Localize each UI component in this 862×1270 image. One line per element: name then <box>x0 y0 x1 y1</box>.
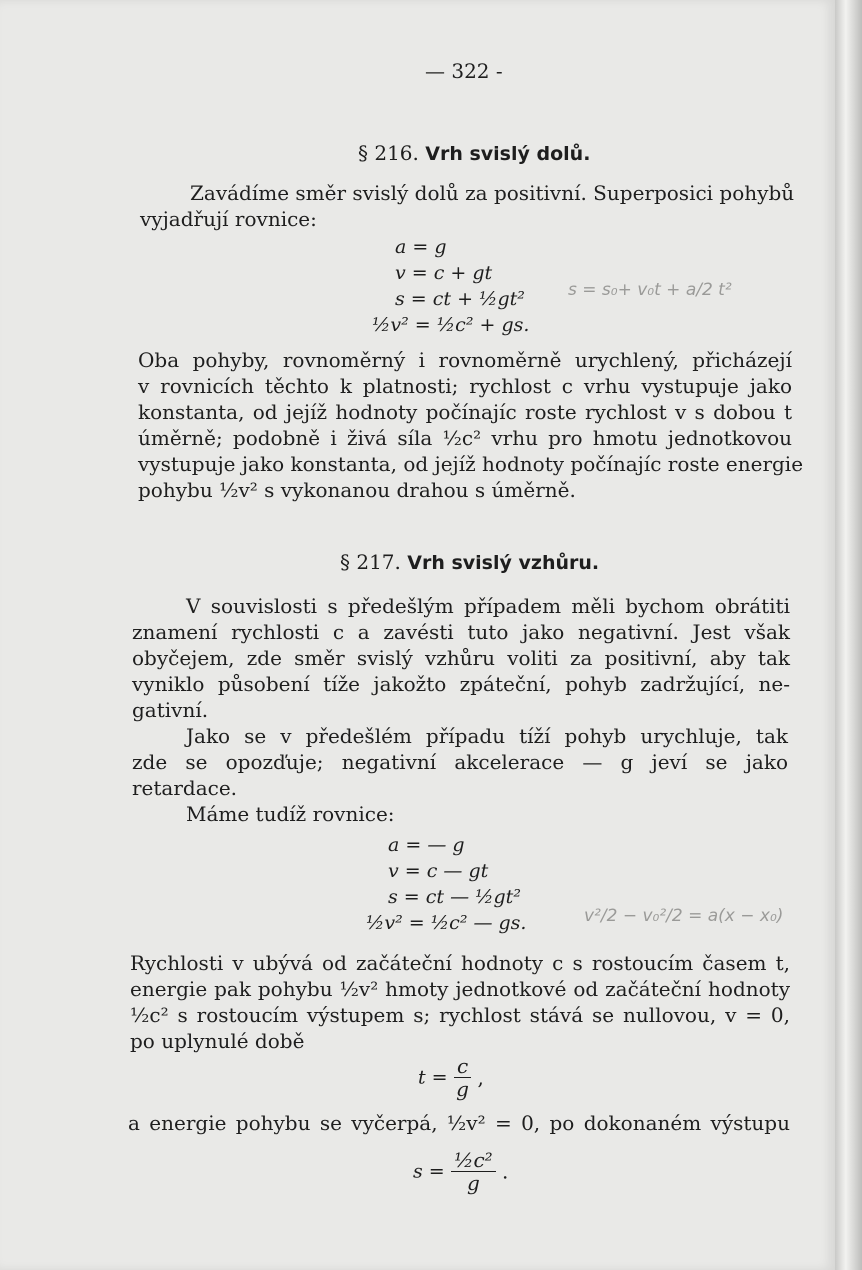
formula-punct: . <box>502 1159 509 1184</box>
paragraph-line: Rychlosti v ubývá od začáteční hodnoty c s rostoucím časem t, <box>130 951 790 975</box>
paragraph-line: pohybu ½v² s vykonanou drahou s úměrně. <box>138 478 576 502</box>
section-title: Vrh svislý vzhůru. <box>407 552 600 574</box>
paragraph-line: Máme tudíž rovnice: <box>186 802 395 826</box>
equation: s = ct — ½gt² <box>388 886 521 908</box>
paragraph-line: vystupuje jako konstanta, od jejíž hodnoty počínajíc roste energie <box>138 452 804 476</box>
equation: s = ct + ½gt² <box>395 288 525 310</box>
page-number: — 322 - <box>425 59 503 83</box>
paragraph-line: konstanta, od jejíž hodnoty počínajíc roste rychlost v s dobou t <box>138 400 792 424</box>
paragraph-line: retardace. <box>132 776 238 800</box>
paragraph-line: po uplynulé době <box>130 1029 305 1053</box>
section-number: § 217. <box>340 550 401 574</box>
paragraph-line: Jako se v předešlém případu tíží pohyb urychluje, tak <box>186 724 788 748</box>
section-number: § 216. <box>358 141 419 165</box>
section-heading-217 <box>340 549 599 576</box>
paragraph-line: zde se opozďuje; negativní akcelerace — g jeví se jako <box>132 750 788 774</box>
pencil-annotation: s = s₀+ v₀t + a/2 t² <box>568 280 732 300</box>
pencil-annotation: v²/2 − v₀²/2 = a(x − x₀) <box>584 906 784 926</box>
fraction-numerator: ½c² <box>451 1149 496 1172</box>
paragraph-line: Oba pohyby, rovnoměrný i rovnoměrně urychlený, přicházejí <box>138 348 792 372</box>
formula-lhs: s = <box>413 1160 445 1183</box>
fraction-denominator: g <box>466 1171 480 1195</box>
formula-height <box>413 1148 508 1194</box>
fraction-denominator: g <box>456 1077 469 1101</box>
formula-lhs: t = <box>418 1066 448 1089</box>
formula-time <box>418 1054 484 1100</box>
equation: a = — g <box>388 834 465 856</box>
fraction <box>454 1055 471 1100</box>
paragraph-line: energie pak pohybu ½v² hmoty jednotkové od začáteční hodnoty <box>130 977 790 1001</box>
fraction-numerator: c <box>454 1055 471 1078</box>
paragraph-line: vyjadřují rovnice: <box>140 207 317 231</box>
formula-punct: , <box>477 1065 484 1090</box>
page-edge <box>835 0 862 1270</box>
paragraph-line: ½c² s rostoucím výstupem s; rychlost stává se nullovou, v = 0, <box>130 1003 790 1027</box>
section-title: Vrh svislý dolů. <box>425 143 591 165</box>
section-heading-216 <box>358 140 590 167</box>
paragraph-line: a energie pohybu se vyčerpá, ½v² = 0, po dokonaném výstupu <box>128 1111 790 1135</box>
paragraph-line: obyčejem, zde směr svislý vzhůru voliti za positivní, aby tak <box>132 646 790 670</box>
paragraph-line: gativní. <box>132 698 209 722</box>
equation: v = c + gt <box>395 262 493 284</box>
paragraph-line: úměrně; podobně i živá síla ½c² vrhu pro hmotu jednotkovou <box>138 426 792 450</box>
paragraph-line: Zavádíme směr svislý dolů za positivní. Superposici pohybů <box>190 181 795 205</box>
paragraph-line: znamení rychlosti c a zavésti tuto jako negativní. Jest však <box>132 620 790 644</box>
equation: a = g <box>395 236 447 258</box>
equation: ½v² = ½c² — gs. <box>366 912 527 934</box>
paragraph-line: vyniklo působení tíže jakožto zpáteční, pohyb zadržující, ne- <box>132 672 790 696</box>
equation: v = c — gt <box>388 860 489 882</box>
paragraph-line: V souvislosti s předešlým případem měli bychom obrátiti <box>186 594 790 618</box>
fraction <box>451 1149 496 1194</box>
paragraph-line: v rovnicích těchto k platnosti; rychlost c vrhu vystupuje jako <box>138 374 792 398</box>
equation: ½v² = ½c² + gs. <box>372 314 530 336</box>
